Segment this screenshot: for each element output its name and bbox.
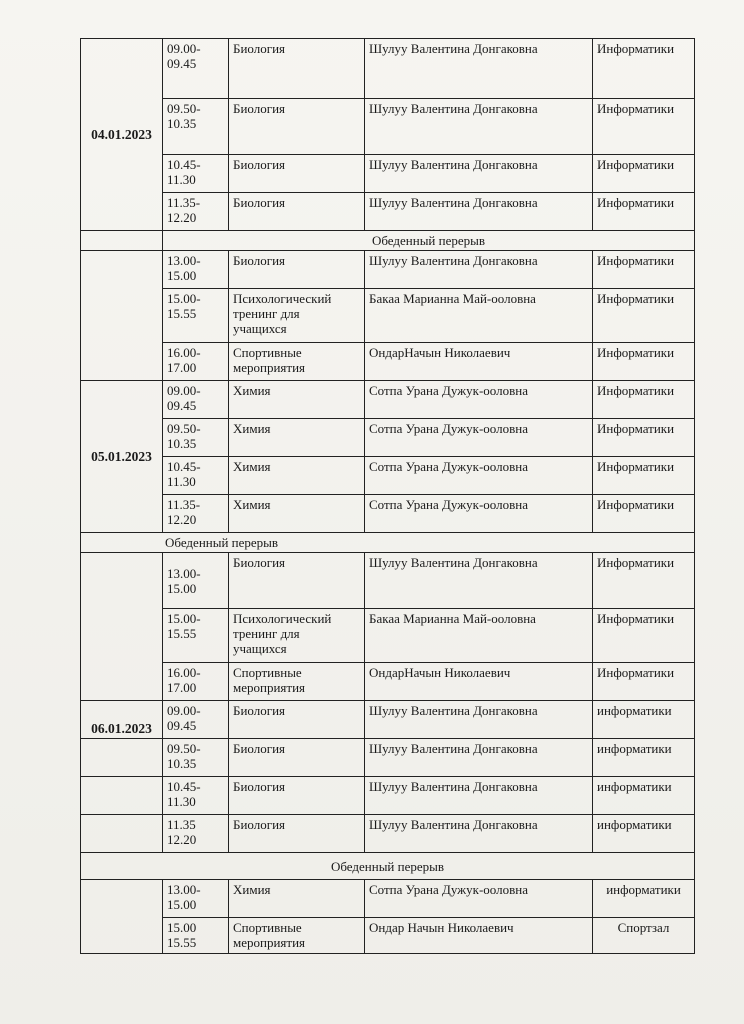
room-cell: информатики bbox=[593, 815, 695, 853]
lunch-break-row: Обеденный перерыв bbox=[81, 533, 695, 553]
subject-cell: Спортивные мероприятия bbox=[229, 343, 365, 381]
room-cell: Информатики bbox=[593, 193, 695, 231]
teacher-cell: ОндарНачын Николаевич bbox=[365, 343, 593, 381]
schedule-table bbox=[80, 38, 695, 954]
subject-cell: Спортивные мероприятия bbox=[229, 918, 365, 954]
table-row bbox=[81, 815, 695, 853]
subject-cell: Химия bbox=[229, 495, 365, 533]
time-cell: 10.45- 11.30 bbox=[163, 155, 229, 193]
subject-cell: Биология bbox=[229, 701, 365, 739]
time-cell: 11.35- 12.20 bbox=[163, 193, 229, 231]
empty-cell bbox=[81, 231, 163, 251]
teacher-cell: Шулуу Валентина Донгаковна bbox=[365, 701, 593, 739]
table-row bbox=[81, 495, 695, 533]
table-row bbox=[81, 289, 695, 343]
room-cell: Информатики bbox=[593, 495, 695, 533]
teacher-cell: Бакаа Марианна Май-ооловна bbox=[365, 289, 593, 343]
room-cell: Информатики bbox=[593, 609, 695, 663]
table-row bbox=[81, 231, 695, 251]
table-row bbox=[81, 39, 695, 99]
table-row bbox=[81, 457, 695, 495]
table-row bbox=[81, 533, 695, 553]
table-row bbox=[81, 701, 695, 739]
table-row bbox=[81, 193, 695, 231]
room-cell: Информатики bbox=[593, 381, 695, 419]
lunch-break-row: Обеденный перерыв bbox=[81, 853, 695, 880]
teacher-cell: Шулуу Валентина Донгаковна bbox=[365, 251, 593, 289]
time-cell: 09.00- 09.45 bbox=[163, 701, 229, 739]
subject-cell: Химия bbox=[229, 381, 365, 419]
date-cell: 05.01.2023 bbox=[81, 381, 163, 533]
subject-cell: Психологический тренинг для учащихся bbox=[229, 289, 365, 343]
room-cell: Информатики bbox=[593, 663, 695, 701]
time-cell: 15.00- 15.55 bbox=[163, 289, 229, 343]
empty-date-cell bbox=[81, 739, 163, 777]
subject-cell: Химия bbox=[229, 457, 365, 495]
table-row bbox=[81, 880, 695, 918]
room-cell: информатики bbox=[593, 701, 695, 739]
empty-date-cell bbox=[81, 553, 163, 701]
teacher-cell: Сотпа Урана Дужук-ооловна bbox=[365, 457, 593, 495]
table-row bbox=[81, 918, 695, 954]
time-cell: 09.50- 10.35 bbox=[163, 419, 229, 457]
teacher-cell: Шулуу Валентина Донгаковна bbox=[365, 553, 593, 609]
table-row bbox=[81, 663, 695, 701]
room-cell: Информатики bbox=[593, 99, 695, 155]
time-cell: 15.00 15.55 bbox=[163, 918, 229, 954]
room-cell: Информатики bbox=[593, 39, 695, 99]
date-cell: 06.01.2023 bbox=[81, 701, 163, 739]
teacher-cell: Шулуу Валентина Донгаковна bbox=[365, 39, 593, 99]
time-cell: 10.45- 11.30 bbox=[163, 777, 229, 815]
subject-cell: Химия bbox=[229, 419, 365, 457]
teacher-cell: ОндарНачын Николаевич bbox=[365, 663, 593, 701]
subject-cell: Биология bbox=[229, 815, 365, 853]
time-cell: 11.35- 12.20 bbox=[163, 495, 229, 533]
room-cell: информатики bbox=[593, 880, 695, 918]
time-cell: 09.00- 09.45 bbox=[163, 381, 229, 419]
teacher-cell: Шулуу Валентина Донгаковна bbox=[365, 815, 593, 853]
empty-date-cell bbox=[81, 880, 163, 954]
subject-cell: Биология bbox=[229, 739, 365, 777]
date-cell: 04.01.2023 bbox=[81, 39, 163, 231]
table-row bbox=[81, 739, 695, 777]
subject-cell: Химия bbox=[229, 880, 365, 918]
teacher-cell: Шулуу Валентина Донгаковна bbox=[365, 777, 593, 815]
time-cell: 10.45- 11.30 bbox=[163, 457, 229, 495]
lunch-break-row: Обеденный перерыв bbox=[163, 231, 695, 251]
table-row bbox=[81, 381, 695, 419]
room-cell: Информатики bbox=[593, 343, 695, 381]
time-cell: 09.50- 10.35 bbox=[163, 99, 229, 155]
subject-cell: Биология bbox=[229, 193, 365, 231]
room-cell: Информатики bbox=[593, 251, 695, 289]
table-row bbox=[81, 99, 695, 155]
room-cell: Информатики bbox=[593, 155, 695, 193]
teacher-cell: Шулуу Валентина Донгаковна bbox=[365, 155, 593, 193]
teacher-cell: Сотпа Урана Дужук-ооловна bbox=[365, 880, 593, 918]
table-row bbox=[81, 553, 695, 609]
table-row bbox=[81, 853, 695, 880]
subject-cell: Биология bbox=[229, 777, 365, 815]
room-cell: Спортзал bbox=[593, 918, 695, 954]
table-row bbox=[81, 343, 695, 381]
teacher-cell: Сотпа Урана Дужук-ооловна bbox=[365, 381, 593, 419]
time-cell: 13.00- 15.00 bbox=[163, 553, 229, 609]
time-cell: 16.00- 17.00 bbox=[163, 663, 229, 701]
time-cell: 16.00- 17.00 bbox=[163, 343, 229, 381]
empty-date-cell bbox=[81, 777, 163, 815]
room-cell: информатики bbox=[593, 739, 695, 777]
table-row bbox=[81, 251, 695, 289]
time-cell: 11.35 12.20 bbox=[163, 815, 229, 853]
table-row bbox=[81, 777, 695, 815]
teacher-cell: Шулуу Валентина Донгаковна bbox=[365, 99, 593, 155]
subject-cell: Биология bbox=[229, 99, 365, 155]
time-cell: 09.50- 10.35 bbox=[163, 739, 229, 777]
table-row bbox=[81, 609, 695, 663]
subject-cell: Биология bbox=[229, 553, 365, 609]
teacher-cell: Ондар Начын Николаевич bbox=[365, 918, 593, 954]
subject-cell: Спортивные мероприятия bbox=[229, 663, 365, 701]
time-cell: 13.00- 15.00 bbox=[163, 880, 229, 918]
time-cell: 15.00- 15.55 bbox=[163, 609, 229, 663]
table-row bbox=[81, 419, 695, 457]
subject-cell: Биология bbox=[229, 39, 365, 99]
room-cell: Информатики bbox=[593, 553, 695, 609]
time-cell: 13.00- 15.00 bbox=[163, 251, 229, 289]
room-cell: Информатики bbox=[593, 457, 695, 495]
subject-cell: Психологический тренинг для учащихся bbox=[229, 609, 365, 663]
room-cell: информатики bbox=[593, 777, 695, 815]
time-cell: 09.00- 09.45 bbox=[163, 39, 229, 99]
teacher-cell: Шулуу Валентина Донгаковна bbox=[365, 739, 593, 777]
teacher-cell: Сотпа Урана Дужук-ооловна bbox=[365, 495, 593, 533]
subject-cell: Биология bbox=[229, 155, 365, 193]
empty-date-cell bbox=[81, 815, 163, 853]
empty-date-cell bbox=[81, 251, 163, 381]
subject-cell: Биология bbox=[229, 251, 365, 289]
room-cell: Информатики bbox=[593, 419, 695, 457]
teacher-cell: Сотпа Урана Дужук-ооловна bbox=[365, 419, 593, 457]
table-row bbox=[81, 155, 695, 193]
teacher-cell: Шулуу Валентина Донгаковна bbox=[365, 193, 593, 231]
room-cell: Информатики bbox=[593, 289, 695, 343]
teacher-cell: Бакаа Марианна Май-ооловна bbox=[365, 609, 593, 663]
